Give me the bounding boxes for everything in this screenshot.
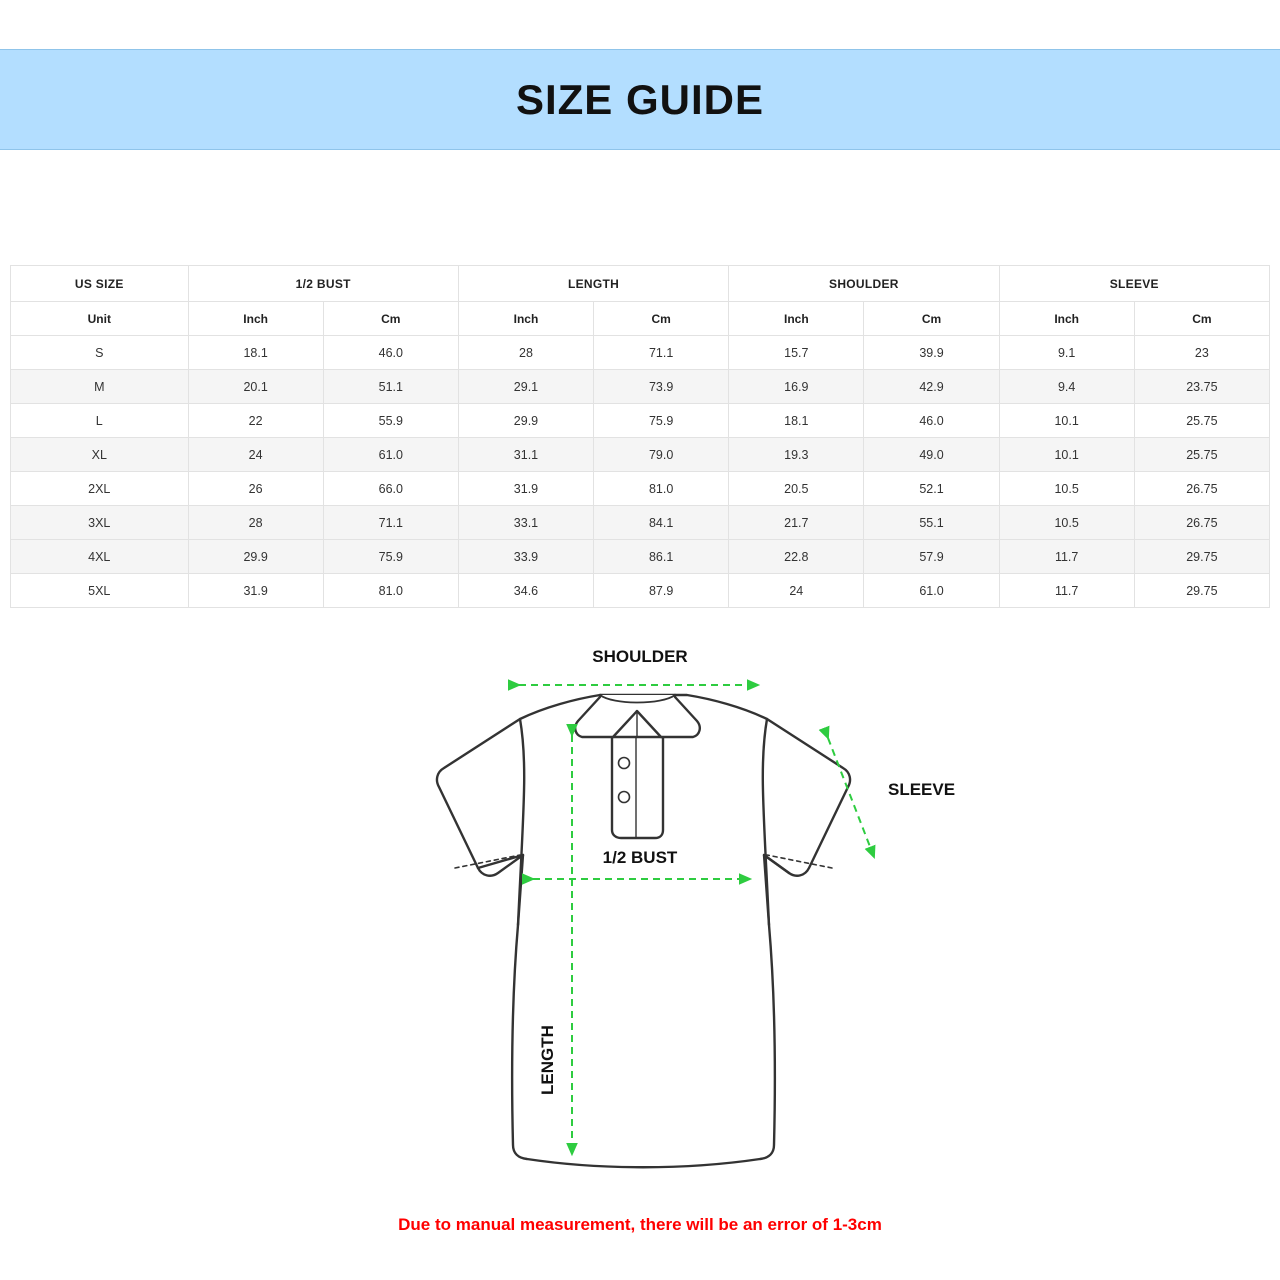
cell-size: 3XL bbox=[11, 506, 189, 540]
table-row bbox=[11, 438, 1270, 472]
unit-length-cm: Cm bbox=[594, 302, 729, 336]
cell-bust-inch: 18.1 bbox=[188, 336, 323, 370]
cell-shoulder-cm: 49.0 bbox=[864, 438, 999, 472]
cell-shoulder-cm: 52.1 bbox=[864, 472, 999, 506]
cell-shoulder-cm: 42.9 bbox=[864, 370, 999, 404]
cell-length-cm: 87.9 bbox=[594, 574, 729, 608]
cell-size: XL bbox=[11, 438, 189, 472]
cell-sleeve-cm: 25.75 bbox=[1134, 438, 1269, 472]
cell-sleeve-cm: 23 bbox=[1134, 336, 1269, 370]
cell-shoulder-inch: 16.9 bbox=[729, 370, 864, 404]
cell-sleeve-inch: 10.1 bbox=[999, 404, 1134, 438]
cell-length-inch: 28 bbox=[458, 336, 593, 370]
cell-bust-inch: 31.9 bbox=[188, 574, 323, 608]
cell-shoulder-cm: 39.9 bbox=[864, 336, 999, 370]
cell-bust-inch: 20.1 bbox=[188, 370, 323, 404]
label-bust: 1/2 BUST bbox=[602, 848, 678, 867]
cell-size: S bbox=[11, 336, 189, 370]
cell-length-inch: 34.6 bbox=[458, 574, 593, 608]
cell-size: 5XL bbox=[11, 574, 189, 608]
cell-length-cm: 73.9 bbox=[594, 370, 729, 404]
table-row bbox=[11, 472, 1270, 506]
column-header-us-size: US SIZE bbox=[11, 266, 189, 302]
cell-sleeve-inch: 10.5 bbox=[999, 472, 1134, 506]
cell-shoulder-inch: 18.1 bbox=[729, 404, 864, 438]
cell-shoulder-inch: 22.8 bbox=[729, 540, 864, 574]
page-title: SIZE GUIDE bbox=[515, 75, 765, 123]
cell-shoulder-cm: 61.0 bbox=[864, 574, 999, 608]
cell-length-cm: 86.1 bbox=[594, 540, 729, 574]
cell-shoulder-inch: 19.3 bbox=[729, 438, 864, 472]
cell-bust-inch: 26 bbox=[188, 472, 323, 506]
header-banner bbox=[0, 49, 1280, 150]
unit-shoulder-inch: Inch bbox=[729, 302, 864, 336]
cell-bust-cm: 46.0 bbox=[323, 336, 458, 370]
cell-size: 2XL bbox=[11, 472, 189, 506]
cell-sleeve-cm: 25.75 bbox=[1134, 404, 1269, 438]
unit-bust-cm: Cm bbox=[323, 302, 458, 336]
cell-sleeve-inch: 11.7 bbox=[999, 540, 1134, 574]
cell-shoulder-inch: 21.7 bbox=[729, 506, 864, 540]
cell-length-inch: 33.9 bbox=[458, 540, 593, 574]
column-header-length: LENGTH bbox=[458, 266, 728, 302]
table-row bbox=[11, 370, 1270, 404]
cell-sleeve-cm: 23.75 bbox=[1134, 370, 1269, 404]
measurement-diagram bbox=[0, 625, 1280, 1195]
cell-size: L bbox=[11, 404, 189, 438]
cell-bust-cm: 75.9 bbox=[323, 540, 458, 574]
cell-shoulder-cm: 57.9 bbox=[864, 540, 999, 574]
cell-bust-inch: 28 bbox=[188, 506, 323, 540]
table-row bbox=[11, 404, 1270, 438]
cell-length-cm: 79.0 bbox=[594, 438, 729, 472]
cell-length-inch: 33.1 bbox=[458, 506, 593, 540]
cell-bust-inch: 29.9 bbox=[188, 540, 323, 574]
cell-sleeve-cm: 26.75 bbox=[1134, 506, 1269, 540]
cell-bust-cm: 81.0 bbox=[323, 574, 458, 608]
table-row bbox=[11, 540, 1270, 574]
label-shoulder: SHOULDER bbox=[592, 647, 688, 666]
cell-shoulder-inch: 20.5 bbox=[729, 472, 864, 506]
cell-sleeve-inch: 11.7 bbox=[999, 574, 1134, 608]
table-unit-row bbox=[11, 302, 1270, 336]
cell-length-cm: 75.9 bbox=[594, 404, 729, 438]
cell-length-cm: 84.1 bbox=[594, 506, 729, 540]
cell-shoulder-inch: 15.7 bbox=[729, 336, 864, 370]
cell-size: 4XL bbox=[11, 540, 189, 574]
cell-length-inch: 29.1 bbox=[458, 370, 593, 404]
unit-bust-inch: Inch bbox=[188, 302, 323, 336]
cell-shoulder-cm: 55.1 bbox=[864, 506, 999, 540]
unit-shoulder-cm: Cm bbox=[864, 302, 999, 336]
size-table-container bbox=[10, 265, 1270, 608]
unit-sleeve-inch: Inch bbox=[999, 302, 1134, 336]
cell-bust-cm: 66.0 bbox=[323, 472, 458, 506]
cell-length-cm: 71.1 bbox=[594, 336, 729, 370]
table-body bbox=[11, 302, 1270, 608]
column-header-shoulder: SHOULDER bbox=[729, 266, 999, 302]
measurement-disclaimer: Due to manual measurement, there will be an error of 1-3cm bbox=[398, 1215, 882, 1234]
label-length: LENGTH bbox=[538, 1025, 557, 1095]
cell-length-inch: 29.9 bbox=[458, 404, 593, 438]
cell-length-cm: 81.0 bbox=[594, 472, 729, 506]
column-header-bust: 1/2 BUST bbox=[188, 266, 458, 302]
cell-sleeve-cm: 26.75 bbox=[1134, 472, 1269, 506]
cell-sleeve-inch: 9.4 bbox=[999, 370, 1134, 404]
unit-label: Unit bbox=[11, 302, 189, 336]
cell-length-inch: 31.1 bbox=[458, 438, 593, 472]
cell-shoulder-cm: 46.0 bbox=[864, 404, 999, 438]
cell-length-inch: 31.9 bbox=[458, 472, 593, 506]
cell-bust-inch: 22 bbox=[188, 404, 323, 438]
column-header-sleeve: SLEEVE bbox=[999, 266, 1269, 302]
table-head bbox=[11, 266, 1270, 302]
cell-shoulder-inch: 24 bbox=[729, 574, 864, 608]
cell-sleeve-cm: 29.75 bbox=[1134, 574, 1269, 608]
label-sleeve: SLEEVE bbox=[888, 780, 956, 799]
cell-bust-cm: 55.9 bbox=[323, 404, 458, 438]
cell-bust-cm: 71.1 bbox=[323, 506, 458, 540]
table-row bbox=[11, 506, 1270, 540]
cell-bust-inch: 24 bbox=[188, 438, 323, 472]
cell-sleeve-inch: 10.5 bbox=[999, 506, 1134, 540]
cell-size: M bbox=[11, 370, 189, 404]
table-group-header-row bbox=[11, 266, 1270, 302]
cell-sleeve-cm: 29.75 bbox=[1134, 540, 1269, 574]
size-table bbox=[10, 265, 1270, 608]
cell-sleeve-inch: 10.1 bbox=[999, 438, 1134, 472]
cell-sleeve-inch: 9.1 bbox=[999, 336, 1134, 370]
cell-bust-cm: 51.1 bbox=[323, 370, 458, 404]
table-row bbox=[11, 574, 1270, 608]
unit-sleeve-cm: Cm bbox=[1134, 302, 1269, 336]
table-row bbox=[11, 336, 1270, 370]
unit-length-inch: Inch bbox=[458, 302, 593, 336]
cell-bust-cm: 61.0 bbox=[323, 438, 458, 472]
